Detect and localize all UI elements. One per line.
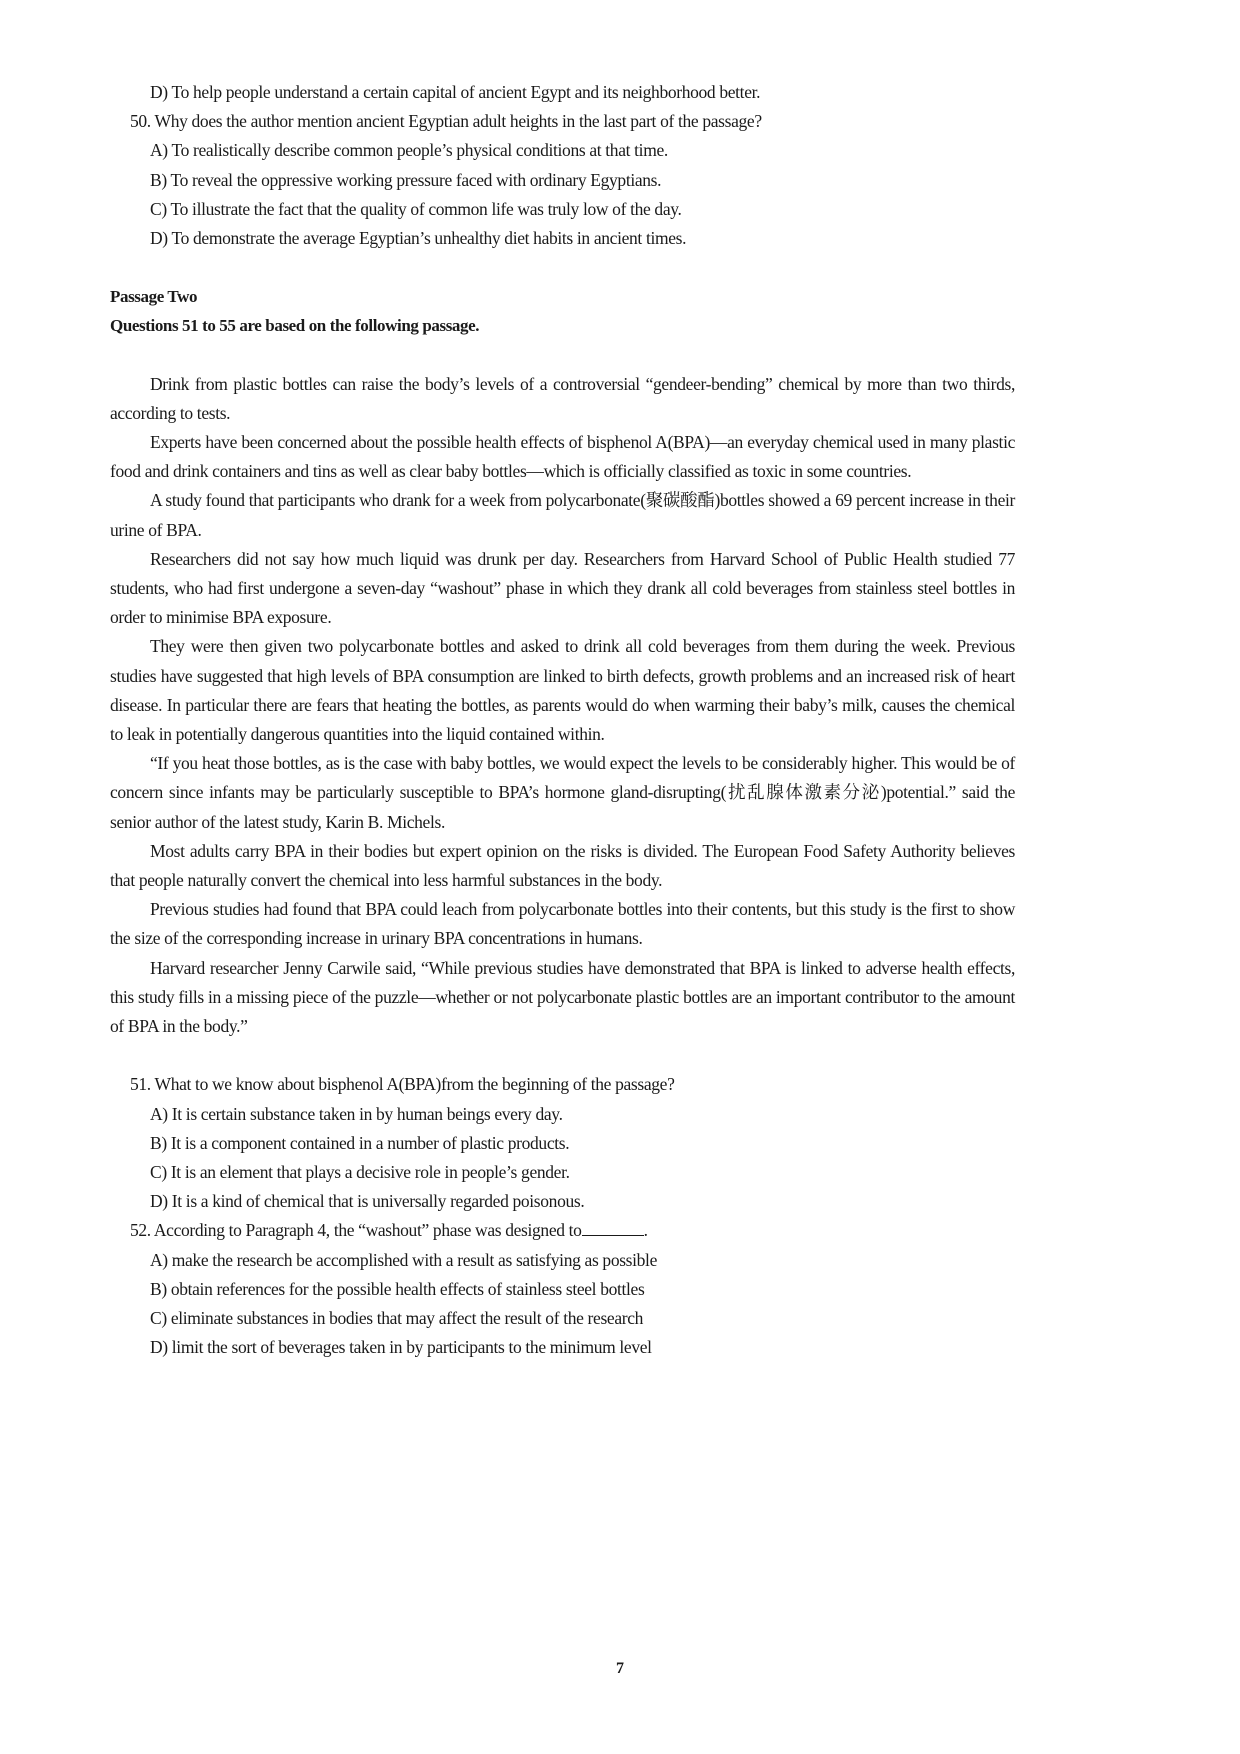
exam-page	[110, 78, 1015, 1362]
option-c: C) It is an element that plays a decisive role in people’s gender.	[150, 1161, 570, 1182]
question-stem: 50. Why does the author mention ancient Egyptian adult heights in the last part of the passage?	[130, 111, 762, 132]
paragraph-6: “If you heat those bottles, as is the case with baby bottles, we would expect the levels to be considerably higher. This would be of concern since infants may be particularly susceptible to BPA’s hormone gland-disrupting(扰乱腺体激素分泌)potential.” said the senior author of the latest study, Karin B. Michels.	[110, 753, 1015, 832]
option-a: A) make the research be accomplished with a result as satisfying as possible	[150, 1249, 657, 1270]
paragraph-9: Harvard researcher Jenny Carwile said, “While previous studies have demonstrated that BPA is linked to adverse health effects, this study fills in a missing piece of the puzzle—whether or not polycarbonate plastic bottles are an important contributor to the amount of BPA in the body.”	[110, 957, 1015, 1037]
paragraph-3: A study found that participants who drank for a week from polycarbonate(聚碳酸酯)bottles showed a 69 percent increase in their urine of BPA.	[110, 490, 1015, 540]
question-stem: 52. According to Paragraph 4, the “washout” phase was designed to	[130, 1220, 582, 1241]
paragraph-8: Previous studies had found that BPA could leach from polycarbonate bottles into their contents, but this study is the first to show the size of the corresponding increase in urinary BPA concentrations in humans.	[110, 899, 1015, 949]
question-52	[110, 1216, 1015, 1362]
paragraph-5: They were then given two polycarbonate bottles and asked to drink all cold beverages from them during the week. Previous studies have suggested that high levels of BPA consumption are linked to birth defects, growth problems and an increased risk of heart disease. In particular there are fears that heating the bottles, as parents would do when warming their baby’s milk, causes the chemical to leak in potentially dangerous quantities into the liquid contained within.	[110, 636, 1015, 745]
spacer	[110, 1041, 1015, 1070]
passage-body	[110, 370, 1015, 1042]
question-stem-line	[110, 1216, 1015, 1245]
passage-title: Passage Two	[110, 287, 198, 307]
paragraph-7: Most adults carry BPA in their bodies but expert opinion on the risks is divided. The European Food Safety Authority believes that people naturally convert the chemical into less harmful substances in the body.	[110, 840, 1015, 891]
question-51	[110, 1070, 1015, 1216]
paragraph-1: Drink from plastic bottles can raise the body’s levels of a controversial “gendeer-bending” chemical by more than two thirds, according to tests.	[110, 373, 1015, 423]
question-stem-end: .	[643, 1220, 648, 1241]
option-d: D) limit the sort of beverages taken in by participants to the minimum level	[150, 1337, 652, 1358]
option-b: B) To reveal the oppressive working pressure faced with ordinary Egyptians.	[150, 169, 662, 190]
option-a: A) It is certain substance taken in by human beings every day.	[150, 1103, 563, 1124]
option-b: B) obtain references for the possible health effects of stainless steel bottles	[150, 1278, 645, 1299]
paragraph-4: Researchers did not say how much liquid was drunk per day. Researchers from Harvard School of Public Health studied 77 students, who had first undergone a seven-day “washout” phase in which they drank all cold beverages from stainless steel bottles in order to minimise BPA exposure.	[110, 548, 1015, 628]
option-b: B) It is a component contained in a number of plastic products.	[150, 1132, 570, 1153]
option-d: D) To demonstrate the average Egyptian’s unhealthy diet habits in ancient times.	[150, 228, 687, 249]
answer-blank	[582, 1219, 644, 1236]
option-d: D) It is a kind of chemical that is universally regarded poisonous.	[150, 1191, 585, 1212]
passage-instruction: Questions 51 to 55 are based on the following passage.	[110, 316, 480, 336]
page-number: 7	[616, 1660, 624, 1677]
q49-option-d: D) To help people understand a certain capital of ancient Egypt and its neighborhood better.	[150, 82, 761, 102]
option-a: A) To realistically describe common people’s physical conditions at that time.	[150, 140, 668, 161]
spacer	[110, 253, 1015, 282]
question-50	[110, 107, 1015, 253]
paragraph-2: Experts have been concerned about the possible health effects of bisphenol A(BPA)—an everyday chemical used in many plastic food and drink containers and tins as well as clear baby bottles—which is officially classified as toxic in some countries.	[110, 432, 1015, 482]
question-stem: 51. What to we know about bisphenol A(BPA)from the beginning of the passage?	[130, 1074, 675, 1095]
option-c: C) To illustrate the fact that the quality of common life was truly low of the day.	[150, 198, 682, 219]
spacer	[110, 341, 1015, 370]
option-c: C) eliminate substances in bodies that may affect the result of the research	[150, 1307, 644, 1328]
